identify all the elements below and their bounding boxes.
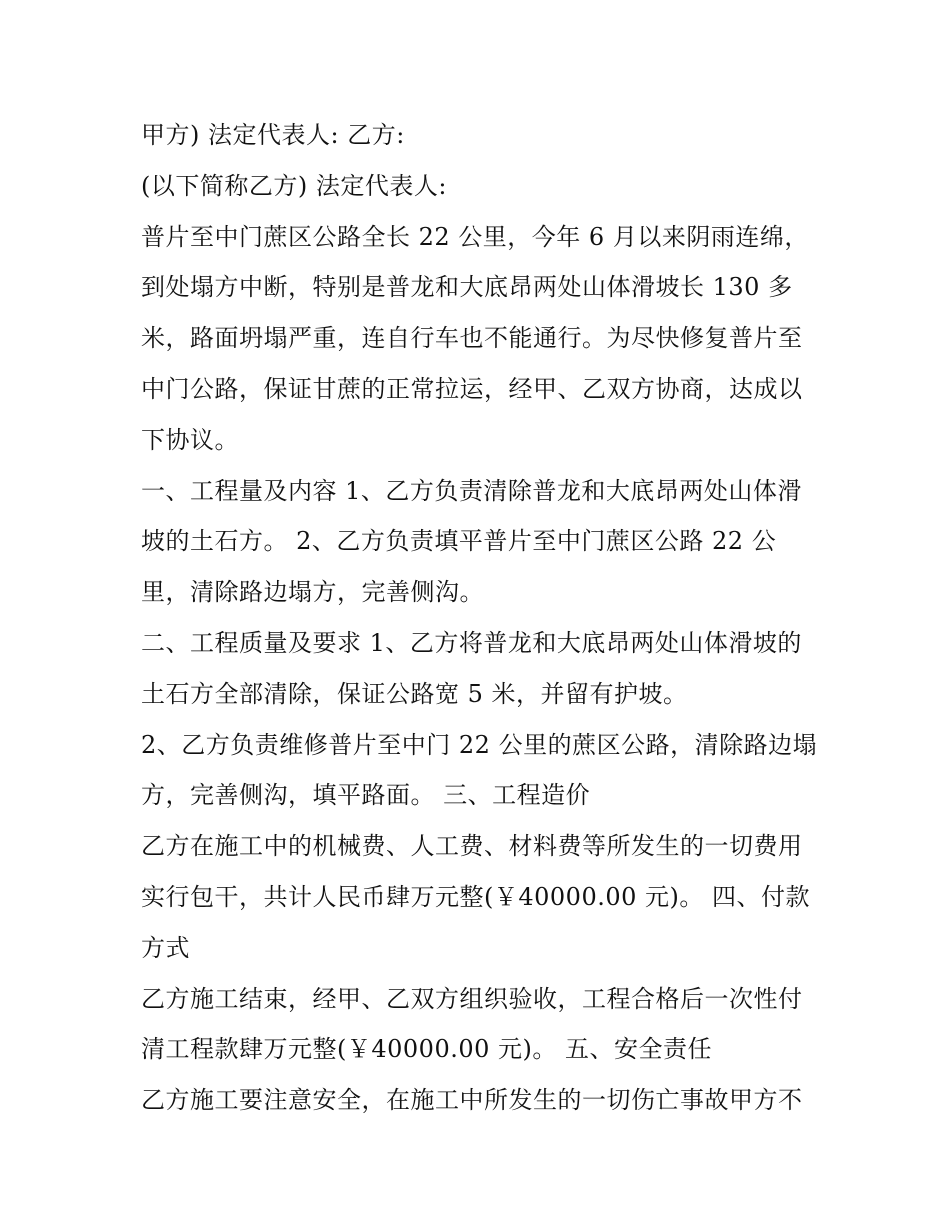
text-line: 坡的土石方。 2、乙方负责填平普片至中门蔗区公路 22 公 xyxy=(141,527,777,556)
text-line: (以下简称乙方) 法定代表人: xyxy=(141,171,447,200)
text-line: 一、工程量及内容 1、乙方负责清除普龙和大底昂两处山体滑 xyxy=(141,476,802,505)
text-line: 2、乙方负责维修普片至中门 22 公里的蔗区公路，清除路边塌 xyxy=(141,730,818,759)
contract-body-text xyxy=(141,110,821,1126)
text-line: 土石方全部清除，保证公路宽 5 米，并留有护坡。 xyxy=(141,679,688,708)
text-line: 甲方) 法定代表人: 乙方: xyxy=(141,121,405,149)
text-line: 乙方施工结束，经甲、乙双方组织验收，工程合格后一次性付 xyxy=(141,984,803,1013)
text-line: 中门公路，保证甘蔗的正常拉运，经甲、乙双方协商，达成以 xyxy=(141,374,803,403)
text-line: 乙方在施工中的机械费、人工费、材料费等所发生的一切费用 xyxy=(141,832,803,861)
text-line: 到处塌方中断，特别是普龙和大底昂两处山体滑坡长 130 多 xyxy=(141,273,793,302)
text-line: 米，路面坍塌严重，连自行车也不能通行。为尽快修复普片至 xyxy=(141,324,803,353)
text-line: 实行包干，共计人民币肆万元整(￥40000.00 元)。 四、付款 xyxy=(141,882,810,911)
text-line: 下协议。 xyxy=(141,425,239,454)
text-line: 里，清除路边塌方，完善侧沟。 xyxy=(141,578,484,607)
text-line: 清工程款肆万元整(￥40000.00 元)。 五、安全责任 xyxy=(141,1035,712,1064)
text-line: 方式 xyxy=(141,933,190,962)
text-line: 方，完善侧沟，填平路面。 三、工程造价 xyxy=(141,781,591,810)
text-line: 二、工程质量及要求 1、乙方将普龙和大底昂两处山体滑坡的 xyxy=(141,628,802,657)
text-line: 乙方施工要注意安全，在施工中所发生的一切伤亡事故甲方不 xyxy=(141,1086,803,1115)
text-line: 普片至中门蔗区公路全长 22 公里，今年 6 月以来阴雨连绵， xyxy=(141,222,809,251)
